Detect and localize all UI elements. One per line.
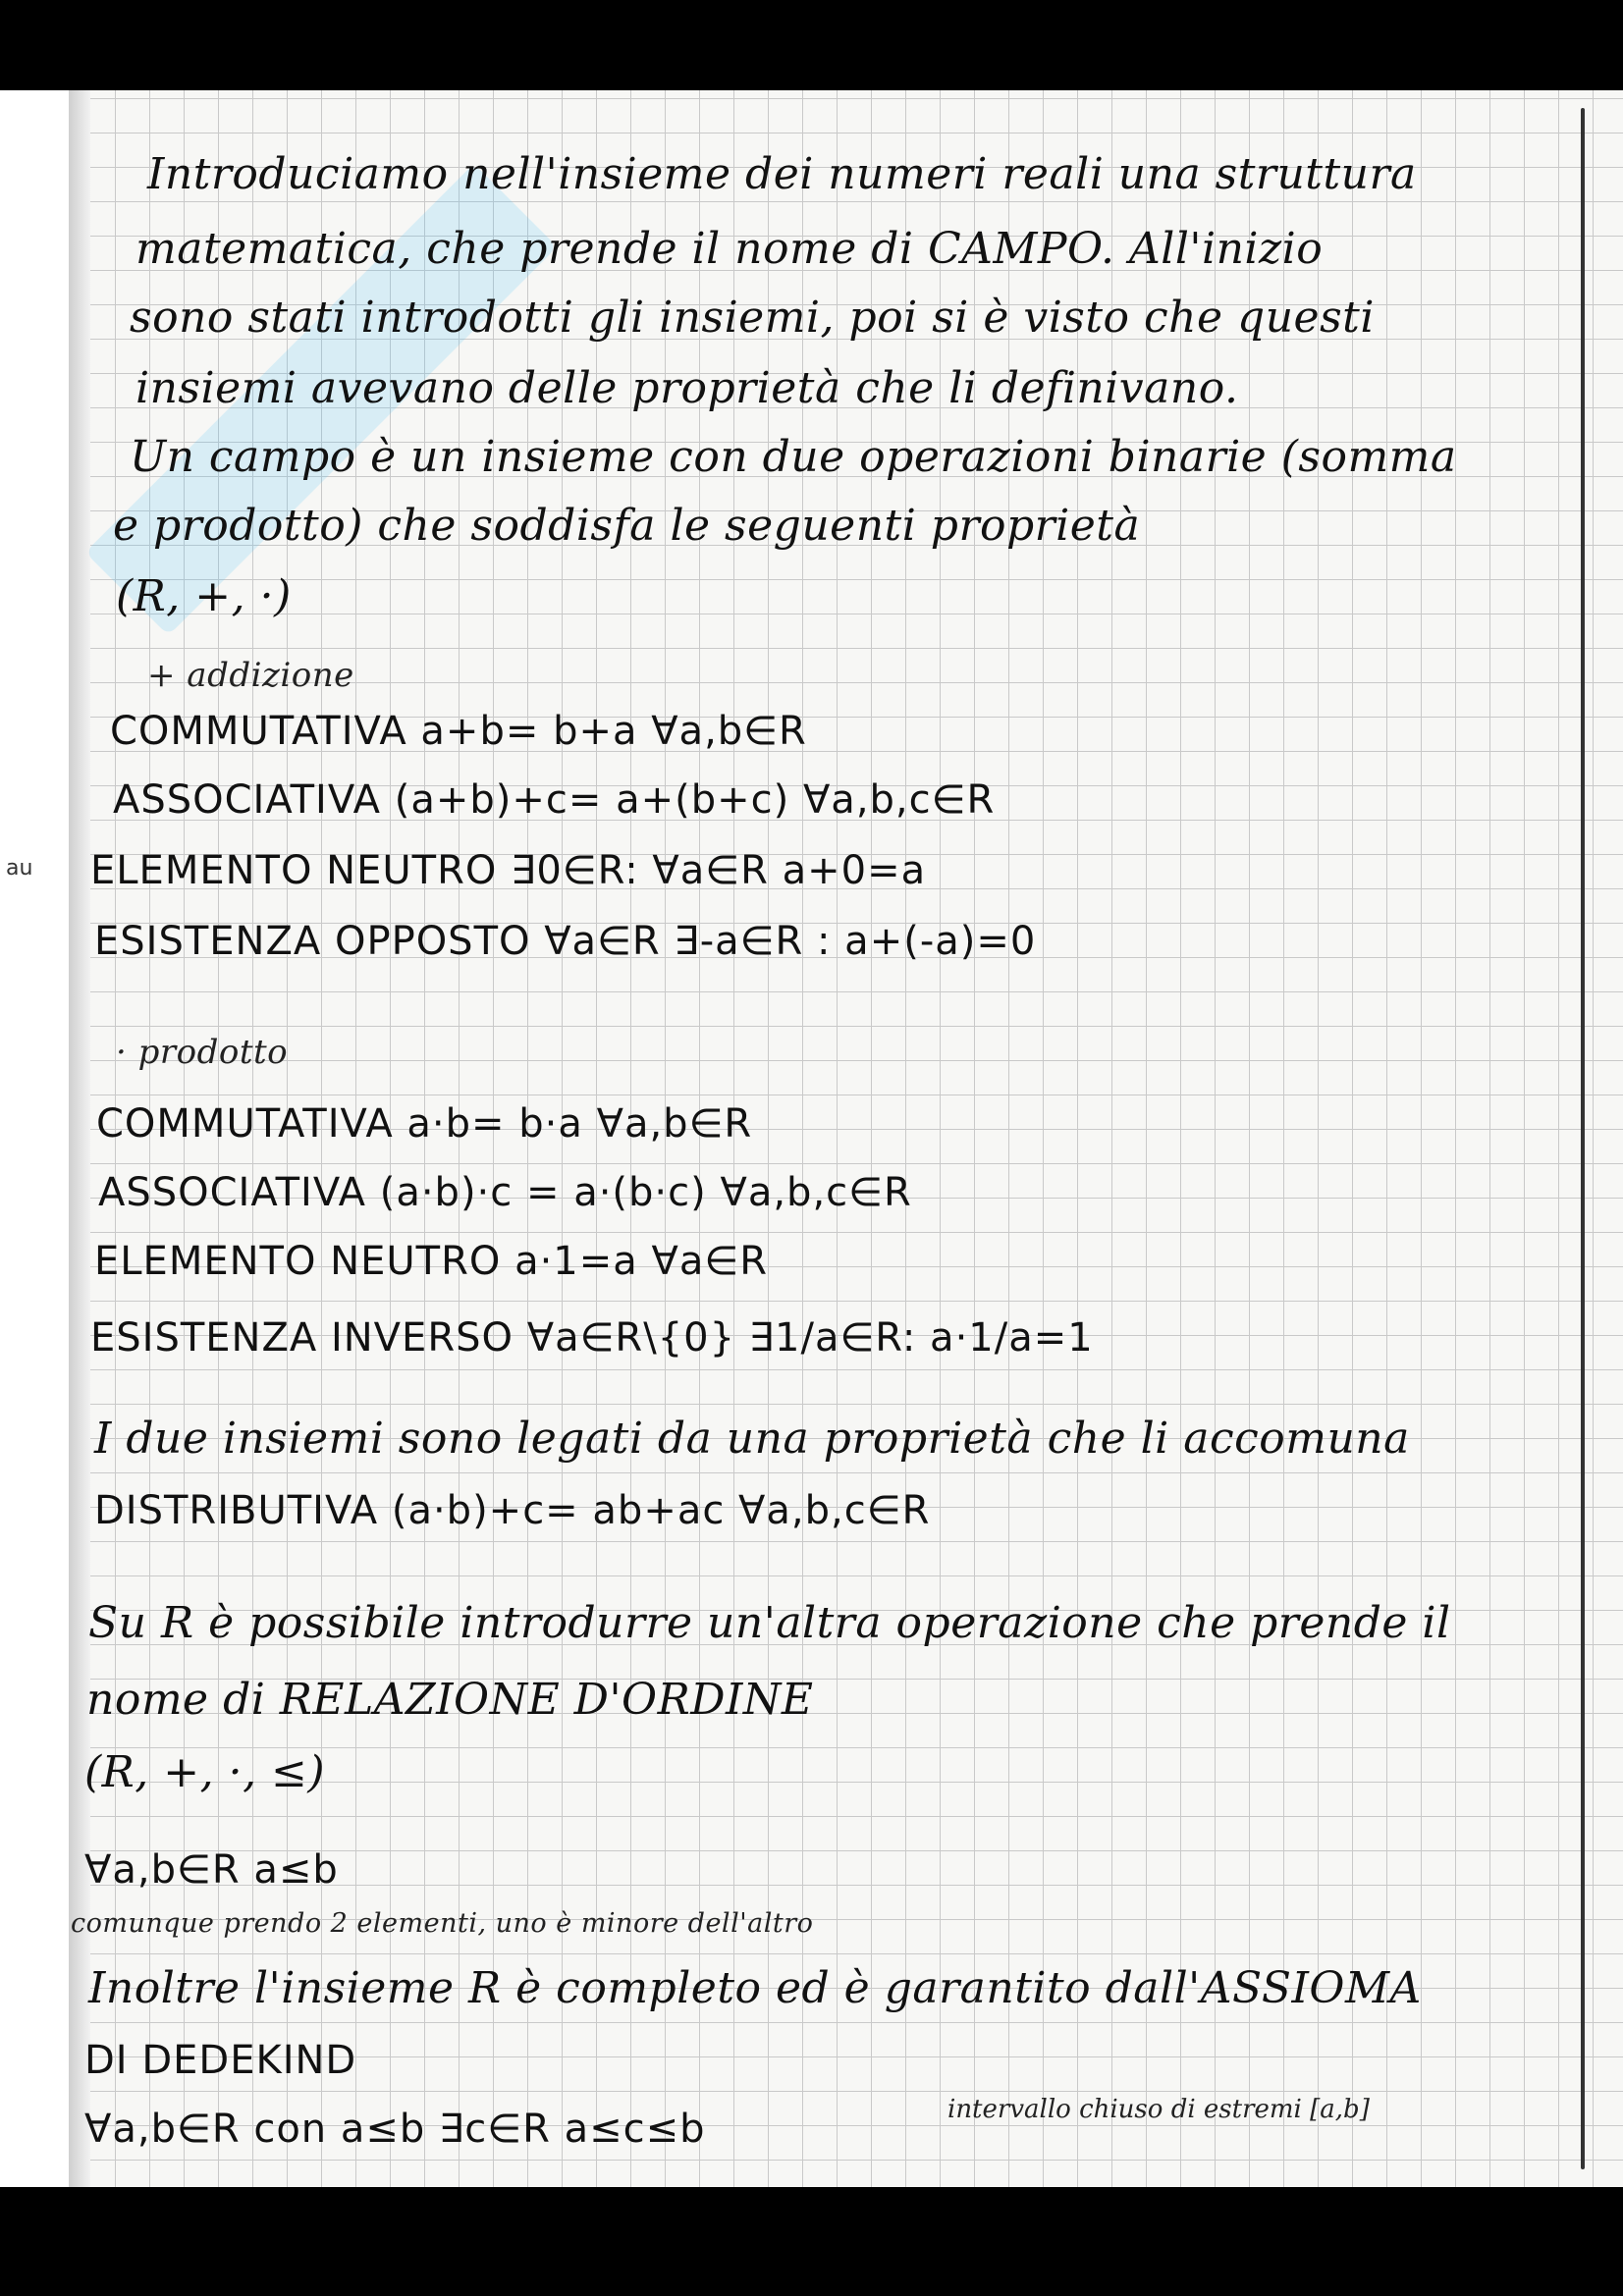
text-line-order-note: comunque prendo 2 elementi, uno è minore dell'altro <box>71 1908 814 1939</box>
text-line-order-4: ∀a,b∈R a≤b <box>84 1847 339 1893</box>
text-line-order-3: (R, +, ·, ≤) <box>84 1747 326 1797</box>
scan-top-border <box>0 0 1623 90</box>
text-line-link: I due insiemi sono legati da una proprietà che li accomuna <box>94 1414 1410 1464</box>
text-line-6: e prodotto) che soddisfa le seguenti proprietà <box>113 501 1141 551</box>
margin-note: au <box>6 856 33 881</box>
text-line-order-1: Su R è possibile introdurre un'altra operazione che prende il <box>88 1598 1451 1648</box>
prop-add-opposite: ESISTENZA OPPOSTO ∀a∈R ∃-a∈R : a+(-a)=0 <box>94 919 1037 964</box>
prop-add-commutative: COMMUTATIVA a+b= b+a ∀a,b∈R <box>110 709 807 754</box>
prop-mul-commutative: COMMUTATIVA a·b= b·a ∀a,b∈R <box>96 1101 753 1147</box>
text-line-3: sono stati introdotti gli insiemi, poi si è visto che questi <box>130 293 1375 343</box>
side-note-interval: intervallo chiuso di estremi [a,b] <box>947 2095 1370 2124</box>
section-product: · prodotto <box>116 1033 289 1072</box>
left-margin-strip <box>0 90 72 2187</box>
scan-bottom-border <box>0 2187 1623 2296</box>
text-line-7: (R, +, ·) <box>116 571 292 621</box>
prop-mul-associative: ASSOCIATIVA (a·b)·c = a·(b·c) ∀a,b,c∈R <box>98 1170 912 1215</box>
text-line-1: Introduciamo nell'insieme dei numeri reali una struttura <box>147 149 1417 199</box>
section-addition: + addizione <box>147 656 354 695</box>
text-line-dedekind-2: DI DEDEKIND <box>84 2038 357 2083</box>
text-line-4: insiemi avevano delle proprietà che li definivano. <box>135 363 1239 413</box>
text-line-5: Un campo è un insieme con due operazioni binarie (somma <box>130 432 1457 482</box>
page-right-edge <box>1581 108 1585 2169</box>
prop-mul-inverse: ESISTENZA INVERSO ∀a∈R\{0} ∃1/a∈R: a·1/a=1 <box>90 1315 1094 1361</box>
text-line-order-2: nome di RELAZIONE D'ORDINE <box>86 1675 814 1725</box>
prop-add-neutral: ELEMENTO NEUTRO ∃0∈R: ∀a∈R a+0=a <box>90 848 927 893</box>
text-line-dedekind-3: ∀a,b∈R con a≤b ∃c∈R a≤c≤b <box>84 2107 706 2152</box>
text-line-dedekind-1: Inoltre l'insieme R è completo ed è garantito dall'ASSIOMA <box>88 1963 1422 2013</box>
prop-add-associative: ASSOCIATIVA (a+b)+c= a+(b+c) ∀a,b,c∈R <box>113 777 996 823</box>
text-line-2: matematica, che prende il nome di CAMPO. All'inizio <box>135 224 1324 274</box>
prop-distributive: DISTRIBUTIVA (a·b)+c= ab+ac ∀a,b,c∈R <box>94 1488 931 1533</box>
prop-mul-neutral: ELEMENTO NEUTRO a·1=a ∀a∈R <box>94 1239 768 1284</box>
